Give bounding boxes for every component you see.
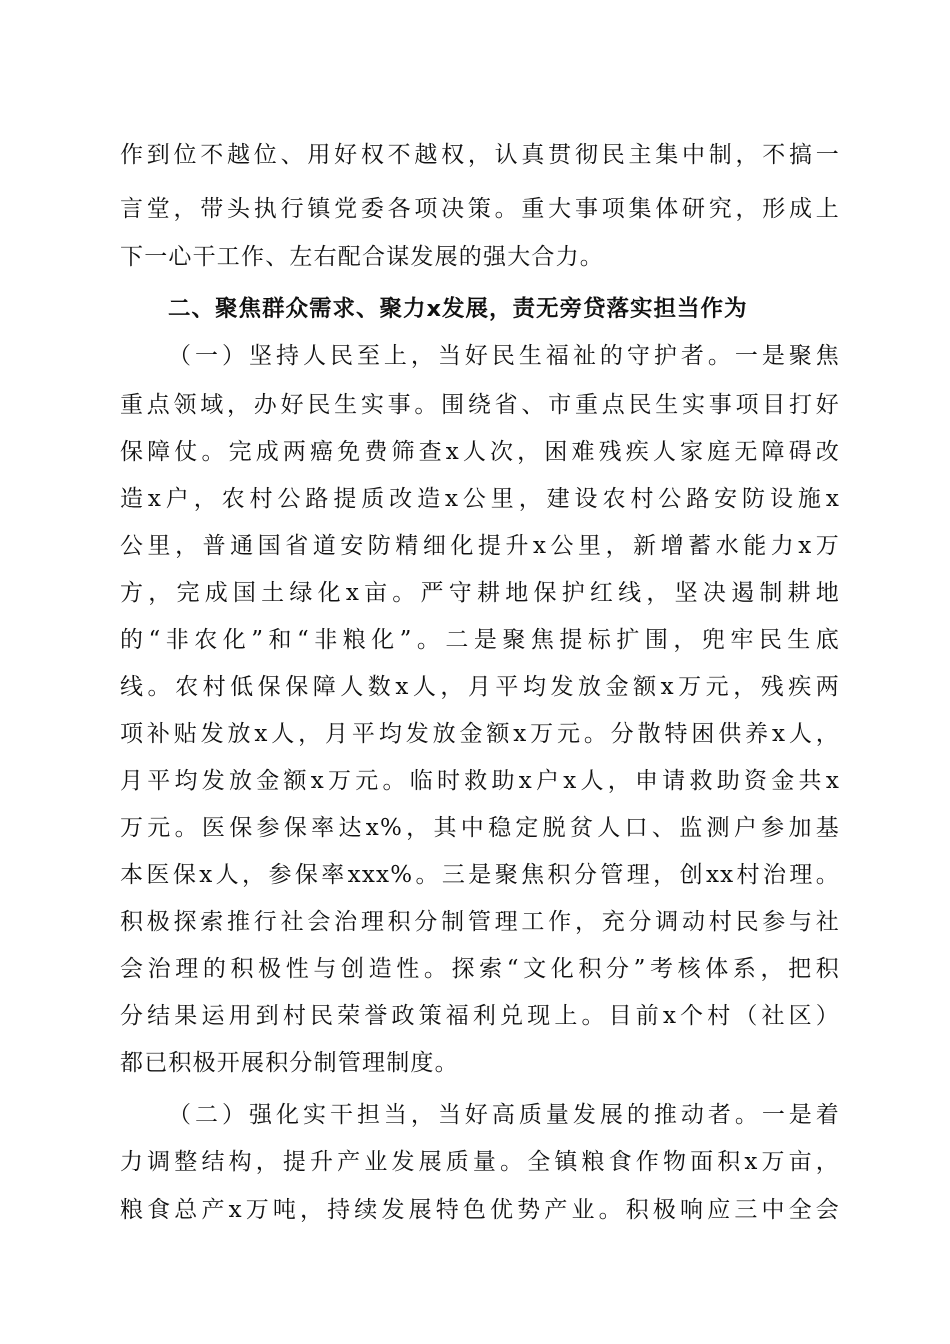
paragraph-line: 万元。医保参保率达x%，其中稳定脱贫人口、监测户参加基	[120, 815, 840, 841]
paragraph-line: （一）坚持人民至上，当好民生福祉的守护者。一是聚焦	[168, 343, 840, 369]
paragraph-line: 下一心干工作、左右配合谋发展的强大合力。	[120, 244, 604, 270]
paragraph-line: （二）强化实干担当，当好高质量发展的推动者。一是着	[168, 1102, 840, 1128]
paragraph-line: 作到位不越位、用好权不越权，认真贯彻民主集中制，不搞一	[120, 142, 840, 168]
paragraph-line: 造x户，农村公路提质改造x公里，建设农村公路安防设施x	[120, 486, 840, 512]
paragraph-line: 方，完成国土绿化x亩。严守耕地保护红线，坚决遏制耕地	[120, 580, 840, 606]
paragraph-line: 积极探索推行社会治理积分制管理工作，充分调动村民参与社	[120, 909, 840, 935]
section-heading: 二、聚焦群众需求、聚力x发展，责无旁贷落实担当作为	[168, 296, 748, 322]
paragraph-line: 公里，普通国省道安防精细化提升x公里，新增蓄水能力x万	[120, 533, 840, 559]
paragraph-line: 本医保x人，参保率xxx%。三是聚焦积分管理，创xx村治理。	[120, 862, 840, 888]
paragraph-line: 粮食总产x万吨，持续发展特色优势产业。积极响应三中全会	[120, 1197, 840, 1223]
paragraph-line: 力调整结构，提升产业发展质量。全镇粮食作物面积x万亩，	[120, 1149, 840, 1175]
paragraph-line: 言堂，带头执行镇党委各项决策。重大事项集体研究，形成上	[120, 196, 840, 222]
paragraph-line: 分结果运用到村民荣誉政策福利兑现上。目前x个村（社区）	[120, 1003, 840, 1029]
paragraph-line: 的“非农化”和“非粮化”。二是聚焦提标扩围，兜牢民生底	[120, 627, 840, 653]
paragraph-line: 会治理的积极性与创造性。探索“文化积分”考核体系，把积	[120, 956, 840, 982]
paragraph-line: 月平均发放金额x万元。临时救助x户x人，申请救助资金共x	[120, 768, 840, 794]
paragraph-line: 项补贴发放x人，月平均发放金额x万元。分散特困供养x人，	[120, 721, 840, 747]
paragraph-line: 都已积极开展积分制管理制度。	[120, 1050, 459, 1076]
paragraph-line: 线。农村低保保障人数x人，月平均发放金额x万元，残疾两	[120, 674, 840, 700]
paragraph-line: 保障仗。完成两癌免费筛查x人次，困难残疾人家庭无障碍改	[120, 439, 840, 465]
paragraph-line: 重点领域，办好民生实事。围绕省、市重点民生实事项目打好	[120, 392, 840, 418]
